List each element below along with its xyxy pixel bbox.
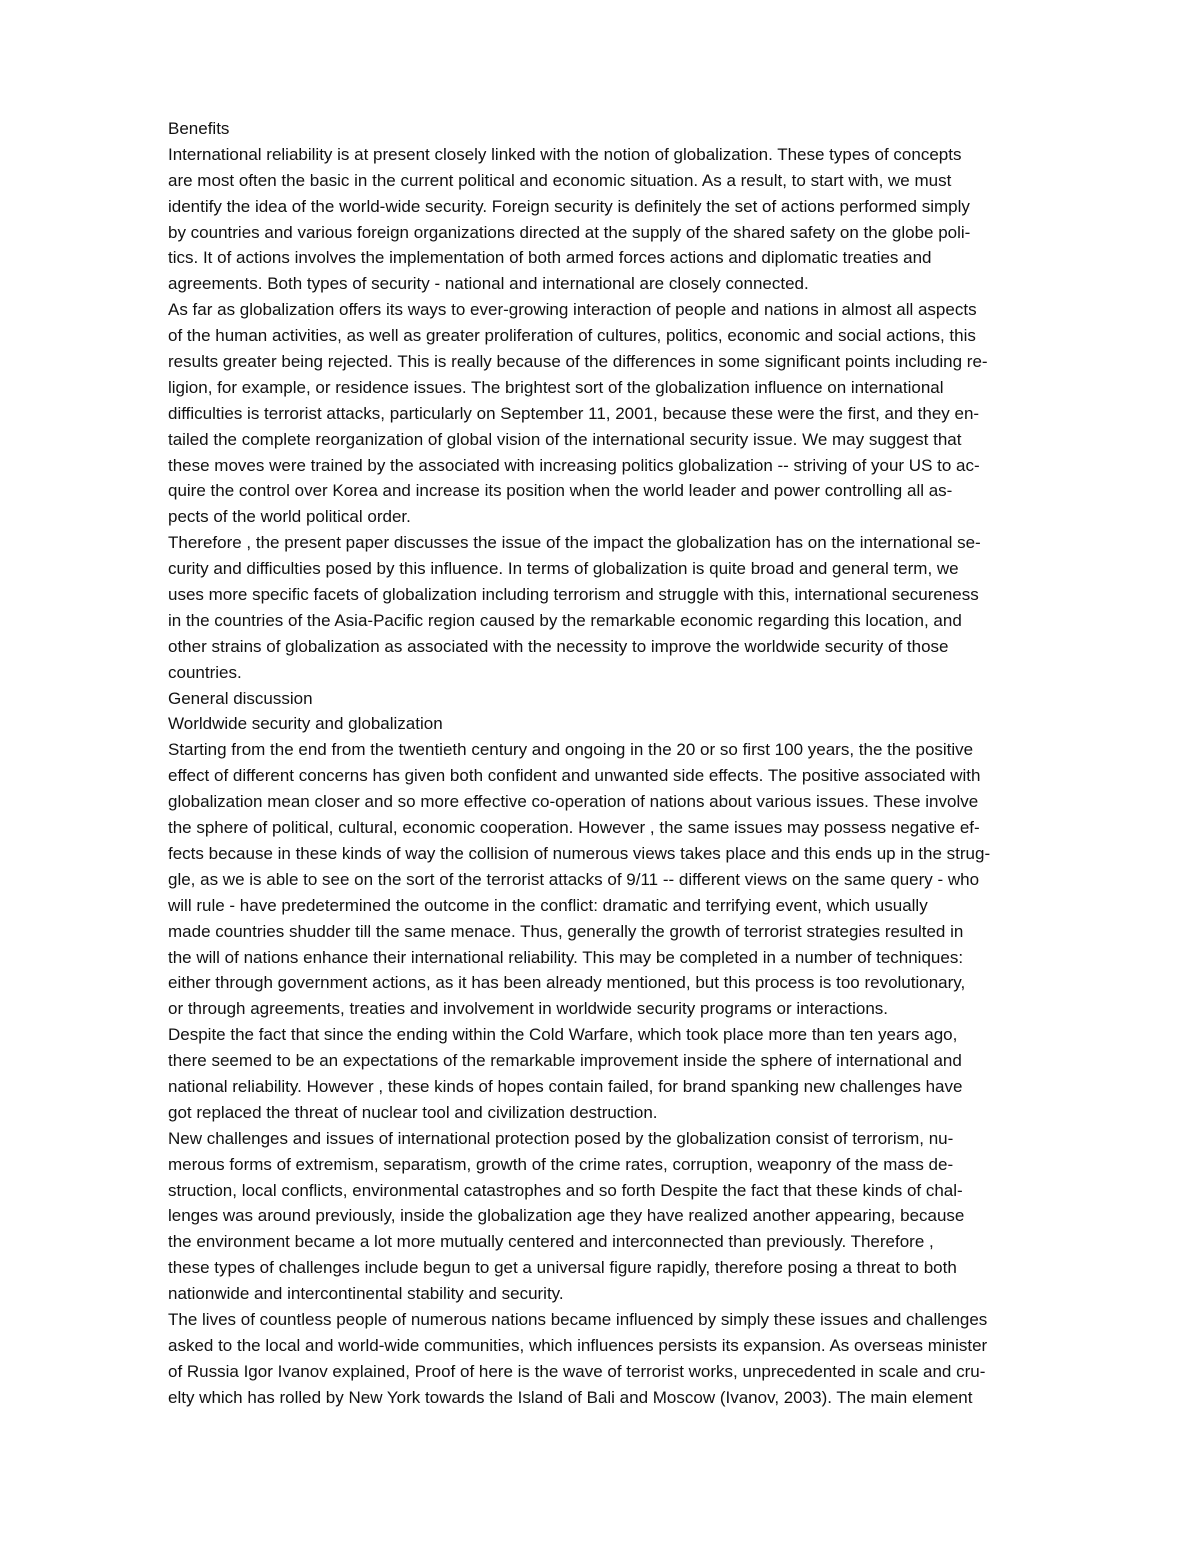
text-line: by countries and various foreign organizations directed at the supply of the shared safety on the globe poli-	[168, 222, 971, 242]
text-line: these moves were trained by the associated with increasing politics globalization -- striving of your US to ac-	[168, 455, 980, 475]
text-line: national reliability. However , these kinds of hopes contain failed, for brand spanking new challenges have	[168, 1076, 963, 1096]
text-line: International reliability is at present closely linked with the notion of globalization. These types of concepts	[168, 144, 962, 164]
text-line: countries.	[168, 662, 242, 682]
document-page	[168, 116, 1118, 1436]
text-line: of the human activities, as well as greater proliferation of cultures, politics, economic and social actions, this	[168, 326, 976, 346]
text-line: fects because in these kinds of way the collision of numerous views takes place and this ends up in the strug-	[168, 843, 991, 863]
text-line: As far as globalization offers its ways to ever-growing interaction of people and nations in almost all aspects	[168, 300, 977, 320]
text-line: uses more specific facets of globalization including terrorism and struggle with this, international secureness	[168, 585, 979, 605]
text-line: agreements. Both types of security - national and international are closely connected.	[168, 274, 809, 294]
text-line	[168, 1411, 1118, 1437]
text-line: the sphere of political, cultural, economic cooperation. However , the same issues may possess negative ef-	[168, 818, 980, 838]
text-line: Starting from the end from the twentieth century and ongoing in the 20 or so first 100 years, the the positive	[168, 740, 974, 760]
text-line: merous forms of extremism, separatism, growth of the crime rates, corruption, weaponry of the mass de-	[168, 1154, 954, 1174]
text-line: either through government actions, as it has been already mentioned, but this process is too revolutionary,	[168, 973, 966, 993]
text-line: globalization mean closer and so more effective co-operation of nations about various issues. These involve	[168, 792, 979, 812]
heading-general-discussion: General discussion	[168, 688, 313, 708]
text-line: of Russia Igor Ivanov explained, Proof of here is the wave of terrorist works, unprecedented in scale and cru-	[168, 1361, 986, 1381]
text-line: nationwide and intercontinental stability and security.	[168, 1284, 564, 1304]
text-line: identify the idea of the world-wide security. Foreign security is definitely the set of actions performed simply	[168, 196, 970, 216]
text-line: will rule - have predetermined the outcome in the conflict: dramatic and terrifying event, which usually	[168, 895, 928, 915]
heading-benefits: Benefits	[168, 119, 230, 138]
subheading-worldwide-security: Worldwide security and globalization	[168, 714, 443, 734]
text-line: got replaced the threat of nuclear tool and civilization destruction.	[168, 1102, 658, 1122]
text-line: difficulties is terrorist attacks, particularly on September 11, 2001, because these were the first, and they en-	[168, 403, 980, 423]
text-line: gle, as we is able to see on the sort of the terrorist attacks of 9/11 -- different views on the same query - who	[168, 869, 980, 889]
text-line: in the countries of the Asia-Pacific region caused by the remarkable economic regarding this location, and	[168, 610, 962, 630]
text-line: asked to the local and world-wide communities, which influences persists its expansion. As overseas minister	[168, 1335, 988, 1355]
text-line: there seemed to be an expectations of the remarkable improvement inside the sphere of international and	[168, 1051, 962, 1071]
text-line: are most often the basic in the current political and economic situation. As a result, to start with, we must	[168, 170, 952, 190]
text-line: effect of different concerns has given both confident and unwanted side effects. The positive associated with	[168, 766, 981, 786]
text-line: these types of challenges include begun to get a universal figure rapidly, therefore posing a threat to both	[168, 1258, 957, 1278]
text-line: lenges was around previously, inside the globalization age they have realized another appearing, because	[168, 1206, 965, 1226]
text-line: results greater being rejected. This is really because of the differences in some significant points including re-	[168, 352, 988, 372]
text-line: tailed the complete reorganization of global vision of the international security issue. We may suggest that	[168, 429, 962, 449]
text-line: other strains of globalization as associated with the necessity to improve the worldwide security of those	[168, 636, 949, 656]
text-line: made countries shudder till the same menace. Thus, generally the growth of terrorist strategies resulted in	[168, 921, 964, 941]
text-line: the will of nations enhance their international reliability. This may be completed in a number of techniques:	[168, 947, 964, 967]
text-line: The lives of countless people of numerous nations became influenced by simply these issues and challenges	[168, 1309, 988, 1329]
text-line: ligion, for example, or residence issues. The brightest sort of the globalization influence on international	[168, 377, 944, 397]
text-line: Therefore , the present paper discusses the issue of the impact the globalization has on the international se-	[168, 533, 981, 553]
text-line: quire the control over Korea and increase its position when the world leader and power controlling all as-	[168, 481, 953, 501]
text-line: struction, local conflicts, environmental catastrophes and so forth Despite the fact that these kinds of chal-	[168, 1180, 963, 1200]
text-line: elty which has rolled by New York towards the Island of Bali and Moscow (Ivanov, 2003). The main element	[168, 1387, 973, 1407]
text-line: pects of the world political order.	[168, 507, 411, 527]
text-line: curity and difficulties posed by this influence. In terms of globalization is quite broad and general term, we	[168, 559, 959, 579]
text-line: tics. It of actions involves the implementation of both armed forces actions and diplomatic treaties and	[168, 248, 932, 268]
text-line: the environment became a lot more mutually centered and interconnected than previously. Therefore ,	[168, 1232, 934, 1252]
text-line: Despite the fact that since the ending within the Cold Warfare, which took place more than ten years ago,	[168, 1025, 958, 1045]
text-line: or through agreements, treaties and involvement in worldwide security programs or interactions.	[168, 999, 889, 1019]
text-line: New challenges and issues of international protection posed by the globalization consist of terrorism, nu-	[168, 1128, 954, 1148]
